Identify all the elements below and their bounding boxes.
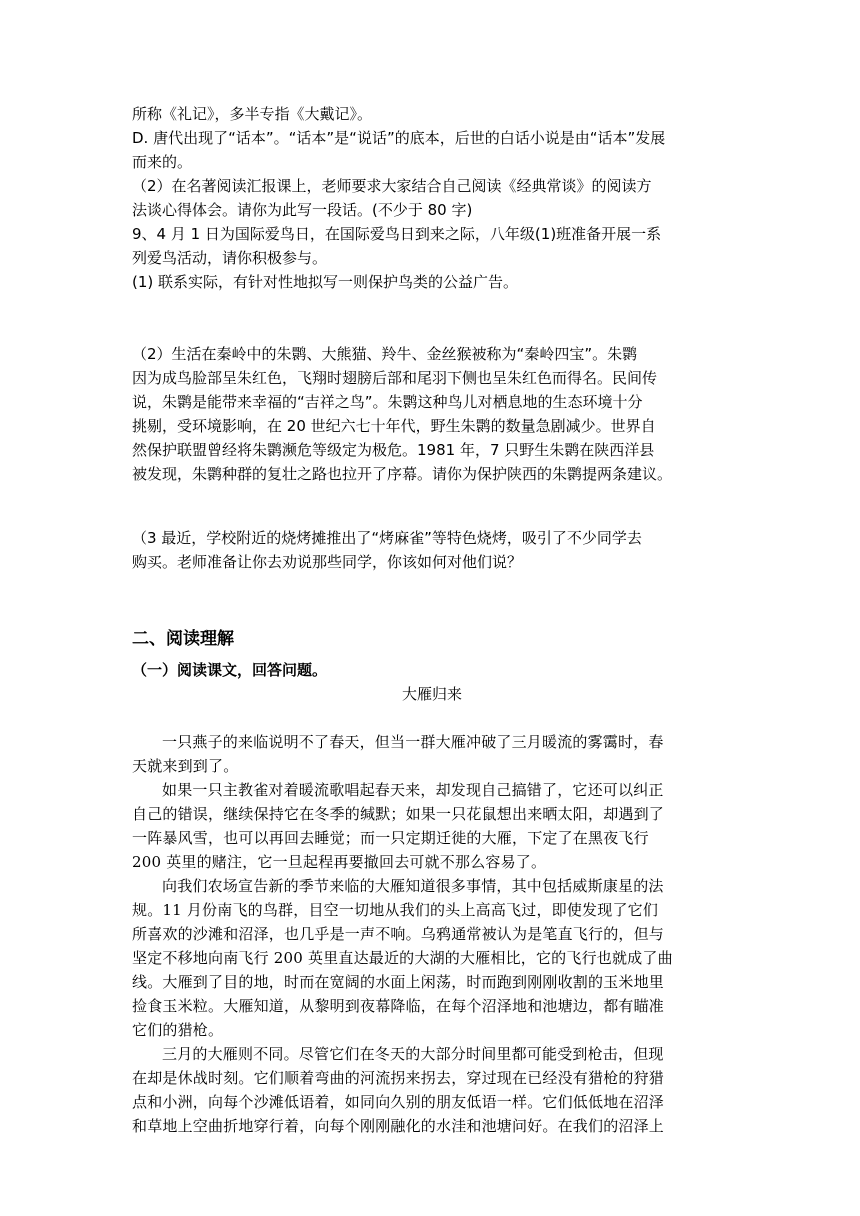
text-line: D. 唐代出现了“话本”。“话本”是“说话”的底本，后世的白话小说是由“话本”发展 [132,129,666,147]
article-line: 点和小洲，向每个沙滩低语着，如同向久别的朋友低语一样。它们低低地在沼泽 [132,1093,665,1111]
answer-space [132,486,732,526]
article-line: 三月的大雁则不同。尽管它们在冬天的大部分时间里都可能受到枪击，但现 [162,1045,664,1063]
article-line: 自己的错误，继续保持它在冬季的缄默；如果一只花鼠想出来晒太阳，却遇到了 [132,805,665,823]
document-page [132,102,732,1138]
article-line: 如果一只主教雀对着暖流歌唱起春天来，却发现自己搞错了，它还可以纠正 [162,781,664,799]
text-line: 所称《礼记》，多半专指《大戴记》。 [132,105,373,123]
text-line: 说，朱鹮是能带来幸福的“吉祥之鸟”。朱鹮这种鸟儿对栖息地的生态环境十分 [132,393,643,411]
text-line: 被发现，朱鹮种群的复壮之路也拉开了序幕。请你为保护陕西的朱鹮提两条建议。 [132,465,673,483]
part2-block [132,342,732,486]
article-line: 和草地上空曲折地穿行着，向每个刚刚融化的水洼和池塘问好。在我们的沼泽上 [132,1117,665,1135]
article-line: 一只燕子的来临说明不了春天，但当一群大雁冲破了三月暖流的雾霭时，春 [162,733,664,751]
text-line: 列爱鸟活动，请你积极参与。 [132,249,328,267]
text-line: （3 最近，学校附近的烧烤摊推出了“烤麻雀”等特色烧烤，吸引了不少同学去 [132,529,642,547]
article-line: 200 英里的赌注，它一旦起程再要撤回去可就不那么容易了。 [132,853,547,871]
article-line: 坚定不移地向南飞行 200 英里直达最近的大湖的大雁相比，它的飞行也就成了曲 [132,949,673,967]
article-line: 一阵暴风雪，也可以再回去睡觉；而一只定期迁徙的大雁，下定了在黑夜飞行 [132,829,649,847]
article-title: 大雁归来 [401,685,462,703]
article-line: 所喜欢的沙滩和沼泽，也几乎是一声不响。乌鸦通常被认为是笔直飞行的，但与 [132,925,665,943]
text-line: 因为成鸟脸部呈朱红色，飞翔时翅膀后部和尾羽下侧也呈朱红色而得名。民间传 [132,369,658,387]
text-line: （2）生活在秦岭中的朱鹮、大熊猫、羚牛、金丝猴被称为“秦岭四宝”。朱鹮 [132,345,638,363]
part1-block [132,102,732,294]
text-line: （2）在名著阅读汇报课上，老师要求大家结合自己阅读《经典常谈》的阅读方 [132,177,652,195]
article-body [132,730,732,1138]
text-line: 9、4 月 1 日为国际爱鸟日，在国际爱鸟日到来之际，八年级(1)班准备开展一系 [132,225,662,243]
part3-block [132,526,732,574]
article-line: 规。11 月份南飞的鸟群，目空一切地从我们的头上高高飞过，即使发现了它们 [132,901,659,919]
article-line: 它们的猎枪。 [132,1021,224,1039]
article-line: 向我们农场宣告新的季节来临的大雁知道很多事情，其中包括威斯康星的法 [162,877,664,895]
text-line: 而来的。 [132,153,193,171]
text-line: 然保护联盟曾经将朱鹮濒危等级定为极危。1981 年，7 只野生朱鹮在陕西洋县 [132,441,655,459]
article-line: 线。大雁到了目的地，时而在宽阔的水面上闲荡，时而跑到刚刚收割的玉米地里 [132,973,665,991]
article-line: 在却是休战时刻。它们顺着弯曲的河流拐来拐去，穿过现在已经没有猎枪的狩猎 [132,1069,665,1087]
text-line: 购买。老师准备让你去劝说那些同学，你该如何对他们说？ [132,553,523,571]
answer-space [132,574,732,626]
sub-section-title: （一）阅读课文，回答问题。 [132,661,328,679]
text-line: (1) 联系实际，有针对性地拟写一则保护鸟类的公益广告。 [132,273,519,291]
article-line: 天就来到到了。 [132,757,239,775]
article-line: 捡食玉米粒。大雁知道，从黎明到夜幕降临，在每个沼泽地和池塘边，都有瞄准 [132,997,665,1015]
text-line: 挑剔，受环境影响，在 20 世纪六七十年代，野生朱鹮的数量急剧减少。世界自 [132,417,656,435]
section-title: 二、阅读理解 [132,629,234,649]
text-line: 法谈心得体会。请你为此写一段话。(不少于 80 字) [132,201,473,219]
answer-space [132,294,732,342]
